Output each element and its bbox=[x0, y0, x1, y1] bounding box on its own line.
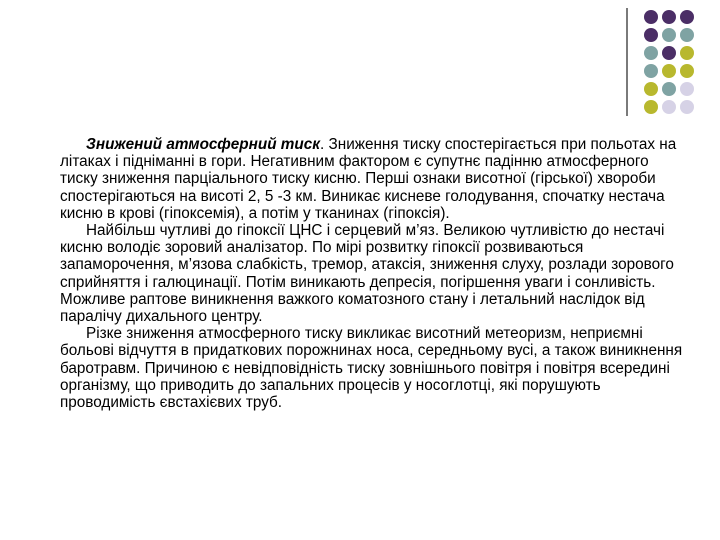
decorative-dot bbox=[662, 46, 676, 60]
decorative-dot bbox=[662, 28, 676, 42]
decorative-dot bbox=[644, 28, 658, 42]
slide-text-body bbox=[60, 136, 684, 411]
paragraph-1 bbox=[60, 136, 684, 222]
paragraph-3: Різке зниження атмосферного тиску викликає висотний метеоризм, неприємні больові відчуття в придаткових порожнинах носа, середньому вусі, а також виникнення баротравм. Причиною є невідповідність тиску зовнішнього повітря і повітря всередині організму, що приводить до запальних процесів у носоглотці, які порушують проводимість євстахієвих труб. bbox=[60, 325, 683, 412]
decorative-dot bbox=[644, 64, 658, 78]
decorative-dot bbox=[644, 82, 658, 96]
decorative-dot bbox=[680, 82, 694, 96]
decorative-dot bbox=[662, 100, 676, 114]
decorative-vertical-line bbox=[626, 8, 628, 116]
decorative-dot bbox=[662, 10, 676, 24]
decorative-dot bbox=[644, 46, 658, 60]
paragraph-heading: Знижений атмосферний тиск bbox=[86, 136, 321, 153]
paragraph-1-body: . Зниження тиску спостерігається при польотах на літаках і підніманні в гори. Негативним фактором є супутнє падінню атмосферного тиску зниження парціального тиску кисню. Перші ознаки висотної (гірської) хвороби спостерігаються на висоті 2, 5 -3 км. Виникає кисневе голодування, спочатку нестача кисню в крові (гіпоксемія), а потім у тканинах (гіпоксія). bbox=[60, 136, 677, 222]
decorative-dot bbox=[680, 28, 694, 42]
decorative-dot bbox=[680, 64, 694, 78]
decorative-dot bbox=[662, 64, 676, 78]
paragraph-2: Найбільш чутливі до гіпоксії ЦНС і серцевий м’яз. Великою чутливістю до нестачі кисню володіє зоровий аналізатор. По мірі розвитку гіпоксії розвиваються запаморочення, м’язова слабкість, тремор, атаксія, зниження слуху, розлади зорового сприйняття і галюцинації. Потім виникають депресія, погіршення уваги і сонливість. Можливе раптове виникнення важкого коматозного стану і летальний наслідок від паралічу дихального центру. bbox=[60, 222, 674, 326]
decorative-dot bbox=[662, 82, 676, 96]
decorative-dot bbox=[680, 46, 694, 60]
decorative-dot bbox=[644, 100, 658, 114]
decorative-dot bbox=[680, 100, 694, 114]
decorative-dot-grid bbox=[640, 8, 720, 118]
decorative-dot bbox=[644, 10, 658, 24]
decorative-dot bbox=[680, 10, 694, 24]
